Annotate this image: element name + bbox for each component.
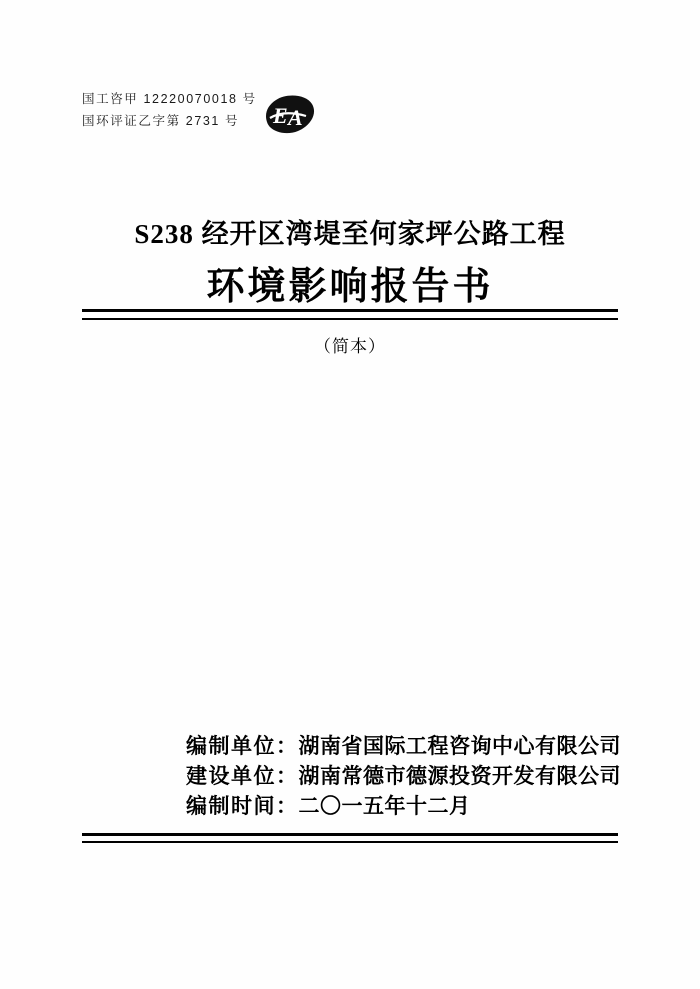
info-row — [186, 761, 621, 791]
title-note: （简本） — [314, 337, 386, 356]
info-label-owner: 建设单位： — [186, 764, 299, 788]
publication-info — [186, 731, 621, 821]
info-row — [186, 791, 621, 821]
divider-top-thick — [82, 309, 618, 312]
document-codes — [82, 88, 257, 132]
info-row — [186, 731, 621, 761]
info-value-owner: 湖南常德市德源投资开发有限公司 — [298, 764, 621, 788]
svg-text:A: A — [288, 105, 303, 130]
code-line-2: 国环评证乙字第 2731 号 — [82, 114, 240, 128]
info-label-preparer: 编制单位： — [186, 734, 299, 758]
code-line-1: 国工咨甲 12220070018 号 — [82, 92, 257, 106]
ea-logo-icon — [262, 92, 320, 140]
info-value-date: 二〇一五年十二月 — [298, 794, 471, 818]
divider-top-thin — [82, 318, 618, 320]
svg-text:E: E — [273, 103, 288, 128]
info-value-preparer: 湖南省国际工程咨询中心有限公司 — [298, 734, 621, 758]
divider-bottom-thick — [82, 833, 618, 836]
page-title: S238 经开区湾堤至何家坪公路工程 — [134, 219, 566, 249]
page-subtitle: 环境影响报告书 — [206, 266, 494, 308]
info-label-date: 编制时间： — [186, 794, 299, 818]
divider-bottom-thin — [82, 841, 618, 843]
